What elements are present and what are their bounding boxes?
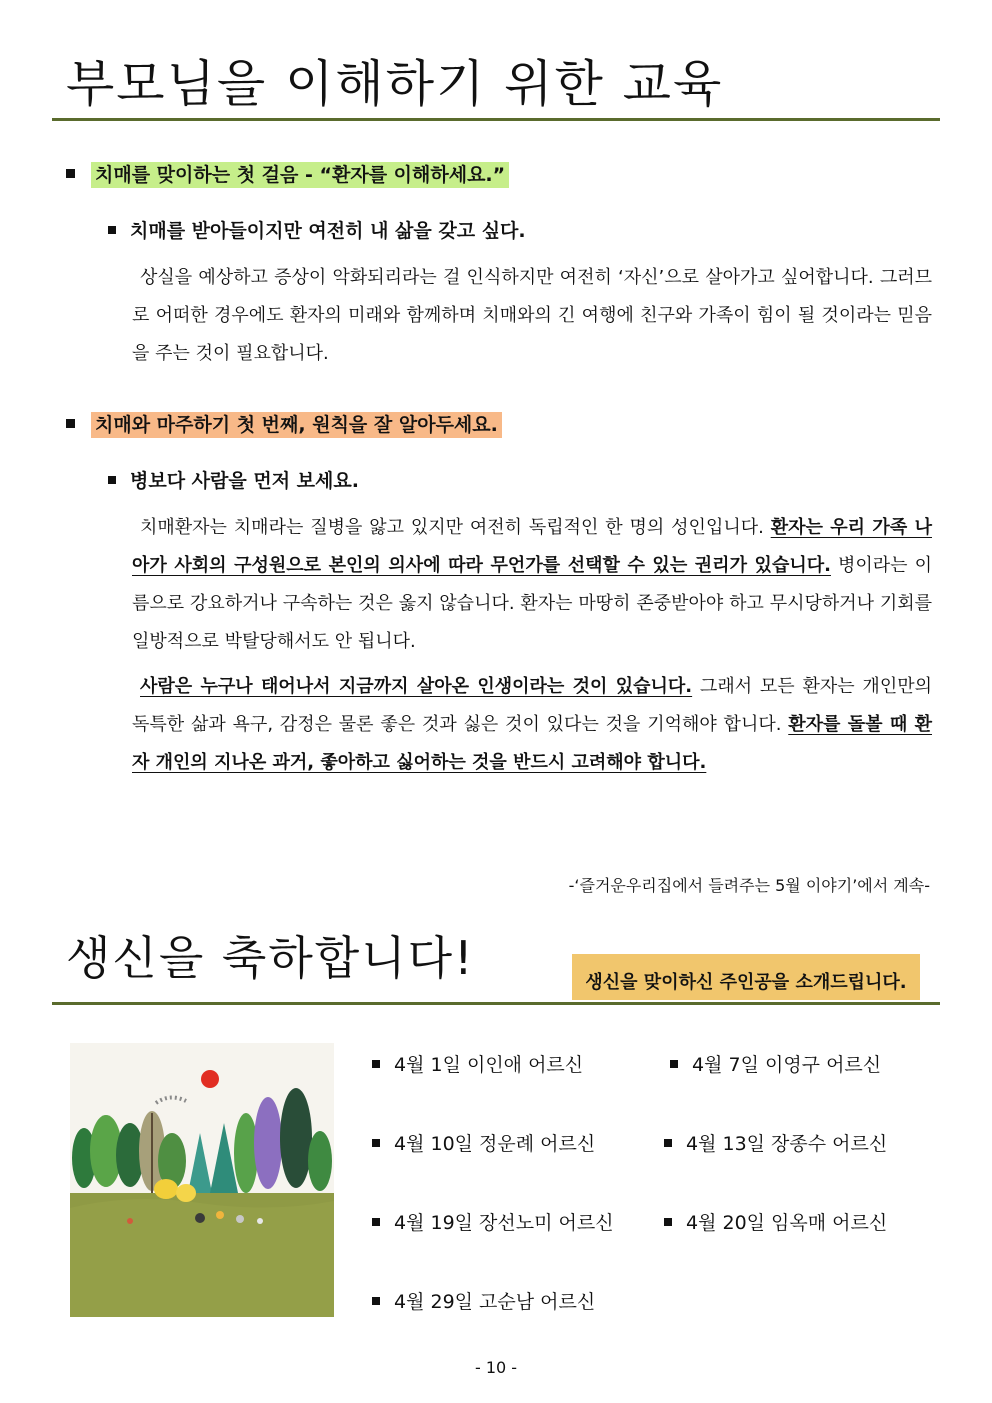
paragraph-item-2a bbox=[132, 509, 932, 661]
birthday-text: 4월 19일 장선노미 어르신 bbox=[394, 1212, 614, 1234]
bullet-square-icon bbox=[66, 419, 75, 428]
birthday-intro-tag bbox=[572, 954, 920, 1000]
bullet-square-icon bbox=[372, 1139, 380, 1147]
birthday-text: 4월 10일 정운례 어르신 bbox=[394, 1133, 596, 1155]
birthday-item bbox=[372, 1050, 583, 1077]
bullet-square-icon bbox=[108, 226, 116, 234]
birthday-item bbox=[664, 1129, 887, 1156]
birthday-text: 4월 1일 이인애 어르신 bbox=[394, 1054, 584, 1076]
para-emphasis: 사람은 누구나 태어나서 지금까지 살아온 인생이라는 것이 있습니다. bbox=[140, 676, 693, 697]
bullet-square-icon bbox=[66, 169, 75, 178]
para-emphasis: 환자를 돌볼 때 환자 개인의 지나온 과거, 좋아하고 싫어하는 것을 반드시 고려해야 합니다. bbox=[132, 714, 932, 773]
birthday-item bbox=[372, 1287, 595, 1314]
para-text: 병이라는 이름으로 강요하거나 구속하는 것은 옳지 않습니다. 환자는 마땅히 존중받아야 하고 무시당하거나 기회를 일방적으로 박탈당해서도 안 됩니다. bbox=[132, 555, 932, 652]
birthday-item bbox=[670, 1050, 881, 1077]
bullet-square-icon bbox=[670, 1060, 678, 1068]
source-citation: -‘즐거운우리집에서 들려주는 5월 이야기’에서 계속- bbox=[568, 876, 930, 895]
bullet-square-icon bbox=[664, 1218, 672, 1226]
heading-text: 치매와 마주하기 첫 번째, 원칙을 잘 알아두세요. bbox=[91, 412, 502, 438]
bullet-square-icon bbox=[372, 1060, 380, 1068]
intro-text: 생신을 맞이하신 주인공을 소개드립니다. bbox=[585, 972, 907, 993]
heading-item-1 bbox=[66, 160, 509, 187]
heading-text: 치매를 맞이하는 첫 걸음 - “환자를 이해하세요.” bbox=[91, 162, 509, 188]
subheading-text: 치매를 받아들이지만 여전히 내 삶을 갖고 싶다. bbox=[130, 220, 526, 242]
birthday-item bbox=[664, 1208, 887, 1235]
para-text: 그래서 모든 환자는 개인만의 독특한 삶과 욕구, 감정은 물론 좋은 것과 싫은 것이 있다는 것을 기억해야 합니다. bbox=[132, 676, 932, 735]
birthday-text: 4월 29일 고순남 어르신 bbox=[394, 1291, 596, 1313]
bullet-square-icon bbox=[372, 1218, 380, 1226]
bullet-square-icon bbox=[108, 476, 116, 484]
para-text: 치매환자는 치매라는 질병을 앓고 있지만 여전히 독립적인 한 명의 성인입니다. bbox=[140, 517, 771, 538]
heading-item-2 bbox=[66, 410, 502, 437]
para-emphasis: 환자는 우리 가족 나아가 사회의 구성원으로 본인의 의사에 따라 무언가를 선택할 수 있는 권리가 있습니다. bbox=[132, 517, 932, 576]
birthday-text: 4월 20일 임옥매 어르신 bbox=[686, 1212, 888, 1234]
section-divider bbox=[52, 1002, 940, 1005]
title-divider bbox=[52, 118, 940, 121]
bullet-square-icon bbox=[664, 1139, 672, 1147]
section-title-dementia-education: 부모님을 이해하기 위한 교육 bbox=[66, 55, 724, 113]
birthday-text: 4월 7일 이영구 어르신 bbox=[692, 1054, 882, 1076]
bullet-square-icon bbox=[372, 1297, 380, 1305]
paragraph-item-1: 상실을 예상하고 증상이 악화되리라는 걸 인식하지만 여전히 ‘자신’으로 살아가고 싶어합니다. 그러므로 어떠한 경우에도 환자의 미래와 함께하며 치매와의 긴 여행에 친구와 가족이 힘이 될 것이라는 믿음을 주는 것이 필요합니다. bbox=[132, 267, 932, 364]
birthday-text: 4월 13일 장종수 어르신 bbox=[686, 1133, 888, 1155]
subheading-item-1 bbox=[108, 216, 526, 243]
page-number: - 10 - bbox=[474, 1358, 518, 1377]
paragraph-item-2b bbox=[132, 668, 932, 782]
subheading-text: 병보다 사람을 먼저 보세요. bbox=[130, 470, 359, 492]
birthday-item bbox=[372, 1208, 614, 1235]
subheading-item-2 bbox=[108, 466, 359, 493]
forest-painting-image bbox=[70, 1043, 334, 1317]
birthday-item bbox=[372, 1129, 595, 1156]
section-title-birthdays: 생신을 축하합니다! bbox=[66, 931, 475, 985]
